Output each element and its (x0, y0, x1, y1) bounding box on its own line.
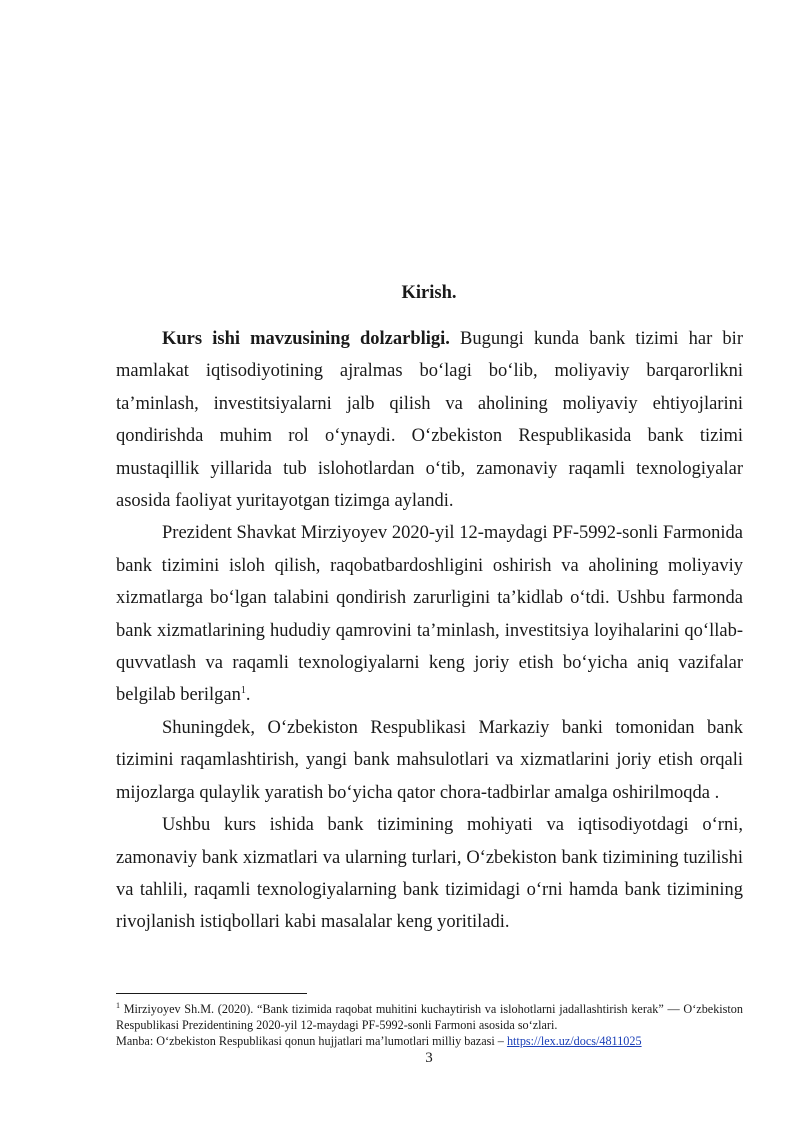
footnote-source (116, 1033, 743, 1049)
footnote-area (116, 1001, 743, 1050)
paragraph-decree (116, 517, 743, 711)
footnote-source-link[interactable]: https://lex.uz/docs/4811025 (506, 1034, 642, 1049)
footnote-marker: 1 (116, 1000, 120, 1010)
body-text (116, 323, 743, 939)
paragraph-lead: Kurs ishi mavzusining dolzarbligi. (162, 329, 450, 349)
paragraph-text: Prezident Shavkat Mirziyoyev 2020-yil 12-maydagi PF-5992-sonli Farmonida bank tizimini isloh qilish, raqobatbardoshligini oshirish va aholining moliyaviy xizmatlarga bo‘lgan talabini qondirish zarurligini ta’kidlab o‘tdi. Ushbu farmonda bank xizmatlarining hududiy qamrovini ta’minlash, investitsiya loyihalarini qo‘llab-quvvatlash va raqamli texnologiyalarni keng joriy etish bo‘yicha aniq vazifalar belgilab berilgan (116, 523, 743, 706)
footnote-item (116, 1001, 743, 1033)
paragraph-relevance (116, 323, 743, 517)
page-number: 3 (425, 1050, 433, 1066)
paragraph-text: Ushbu kurs ishida bank tizimining mohiyati va iqtisodiyotdagi o‘rni, zamonaviy bank xizmatlari va ularning turlari, O‘zbekiston bank tizimining tuzilishi va tahlili, raqamli texnologiyalarning bank tizimidagi o‘rni hamda bank tizimining rivojlanish istiqbollari kabi masalalar keng yoritiladi. (116, 815, 743, 933)
paragraph-text: Bugungi kunda bank tizimi har bir mamlakat iqtisodiyotining ajralmas bo‘lagi bo‘lib, moliyaviy barqarorlikni ta’minlash, investitsiyalarni jalb qilish va aholining moliyaviy ehtiyojlarini qondirishda muhim rol o‘ynaydi. O‘zbekiston Respublikasida bank tizimi mustaqillik yillarida tub islohotlardan o‘tib, zamonaviy raqamli texnologiyalar asosida faoliyat yuritayotgan tizimga aylandi. (116, 329, 743, 512)
paragraph-scope (116, 809, 743, 939)
footnote-reference[interactable]: 1 (240, 685, 246, 697)
footnote-separator (116, 993, 307, 994)
section-heading: Kirish. (401, 283, 457, 303)
paragraph-tail: . (245, 685, 251, 706)
footnote-text: Mirziyoyev Sh.M. (2020). “Bank tizimida raqobat muhitini kuchaytirish va islohotlarni jadallashtirish kerak” — O‘zbekiston Respublikasi Prezidentining 2020-yil 12-maydagi PF-5992-sonli Farmoni asosida so‘zlari. (116, 1002, 743, 1033)
paragraph-text: Shuningdek, O‘zbekiston Respublikasi Markaziy banki tomonidan bank tizimini raqamlashtirish, yangi bank mahsulotlari va xizmatlarini joriy etish orqali mijozlarga qulaylik yaratish bo‘yicha qator chora-tadbirlar amalga oshirilmoqda . (116, 717, 743, 803)
footnote-source-prefix: Manba: O‘zbekiston Respublikasi qonun hujjatlari ma’lumotlari milliy bazasi – (116, 1034, 507, 1049)
paragraph-central-bank (116, 712, 743, 809)
